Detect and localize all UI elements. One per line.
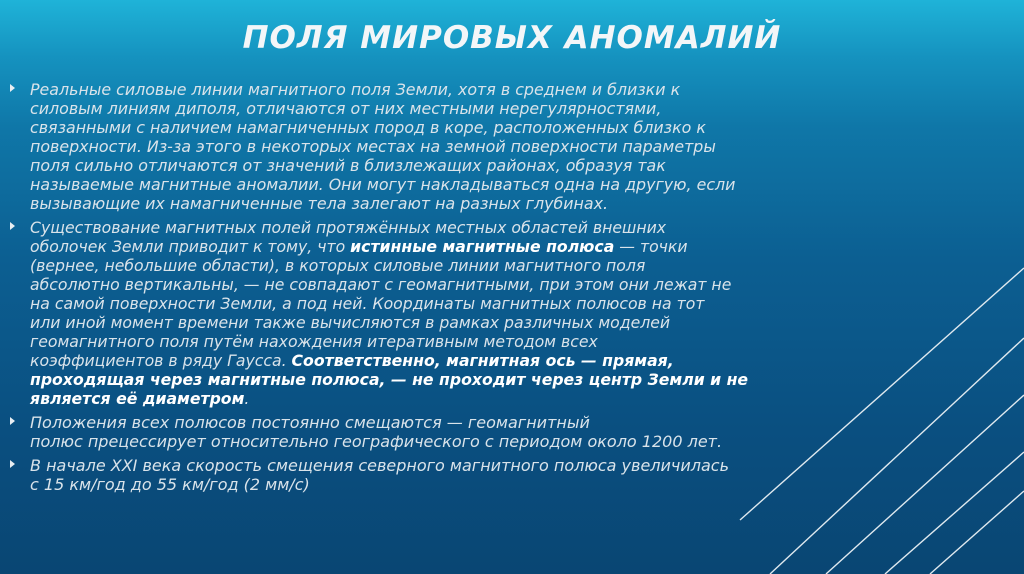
text-run: с 15 км/год до 55 км/год (2 мм/с) <box>30 475 310 494</box>
text-run: В начале XXI века скорость смещения северного магнитного полюса увеличилась <box>30 456 730 475</box>
text-run: Положения всех полюсов постоянно смещаются — геомагнитный <box>30 413 590 432</box>
bold-text: Соответственно, магнитная ось — прямая, <box>291 351 674 370</box>
text-run: вызывающие их намагниченные тела залегают на разных глубинах. <box>30 194 609 213</box>
bold-text: является её диаметром <box>30 389 245 408</box>
text-run: (вернее, небольшие области), в которых силовые линии магнитного поля <box>30 256 646 275</box>
text-run: коэффициентов в ряду Гаусса. <box>30 351 292 370</box>
deco-line-5 <box>930 491 1024 574</box>
bold-text: истинные магнитные полюса <box>350 237 615 256</box>
text-run: Реальные силовые линии магнитного поля Земли, хотя в среднем и близки к <box>30 80 681 99</box>
text-run: Существование магнитных полей протяжённых местных областей внешних <box>30 218 667 237</box>
text-run: поверхности. Из-за этого в некоторых местах на земной поверхности параметры <box>30 137 716 156</box>
bold-text: проходящая через магнитные полюса, — не проходит через центр Земли и не <box>30 370 749 389</box>
text-run: силовым линиям диполя, отличаются от них местными нерегулярностями, <box>30 99 662 118</box>
text-run: полюс прецессирует относительно географического с периодом около 1200 лет. <box>30 432 723 451</box>
deco-line-2 <box>770 338 1024 574</box>
text-run: связанными с наличием намагниченных пород в коре, расположенных близко к <box>30 118 706 137</box>
text-run: поля сильно отличаются от значений в близлежащих районах, образуя так <box>30 156 666 175</box>
text-run: . <box>244 389 250 408</box>
text-run: оболочек Земли приводит к тому, что <box>30 237 351 256</box>
text-run: геомагнитного поля путём нахождения итеративным методом всех <box>30 332 598 351</box>
deco-line-4 <box>885 452 1024 574</box>
text-run: — точки <box>614 237 688 256</box>
text-run: абсолютно вертикальны, — не совпадают с геомагнитными, при этом они лежат не <box>30 275 732 294</box>
slide-title: ПОЛЯ МИРОВЫХ АНОМАЛИЙ <box>242 20 782 56</box>
text-run: или иной момент времени также вычисляются в рамках различных моделей <box>30 313 671 332</box>
text-run: называемые магнитные аномалии. Они могут накладываться одна на другую, если <box>30 175 736 194</box>
deco-line-3 <box>826 395 1024 574</box>
text-run: на самой поверхности Земли, а под ней. Координаты магнитных полюсов на тот <box>30 294 705 313</box>
deco-line-1 <box>740 268 1024 520</box>
